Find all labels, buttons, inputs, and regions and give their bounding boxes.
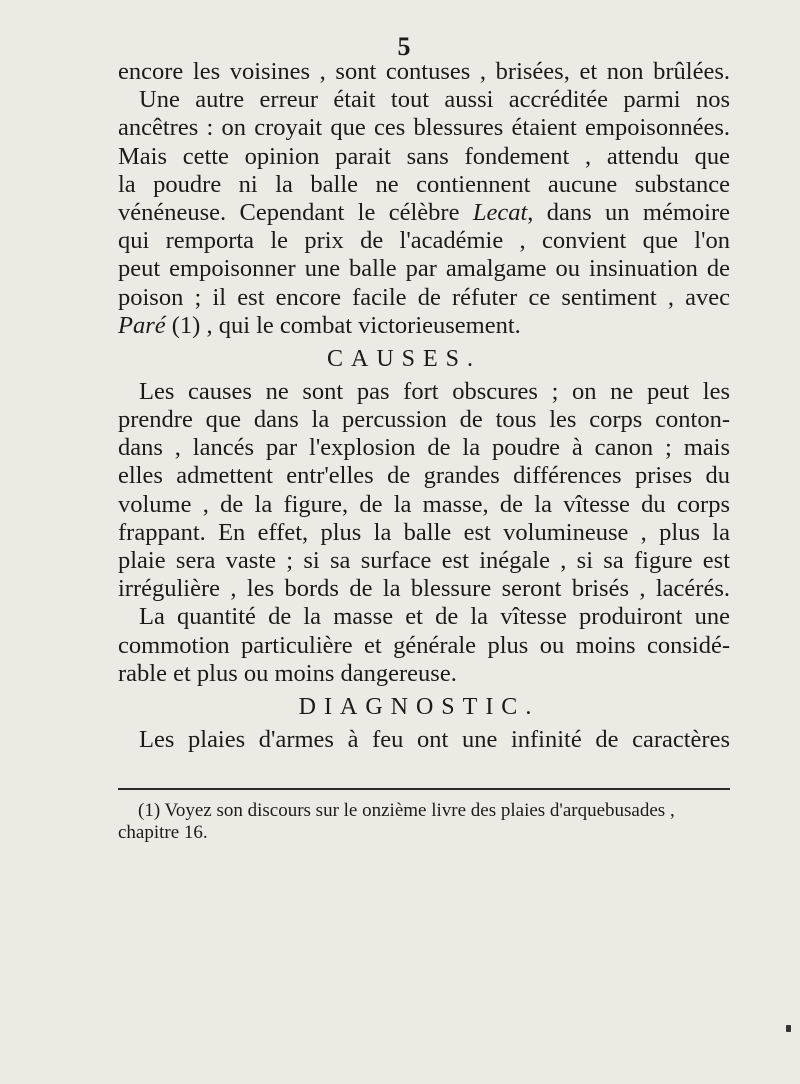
text-line: peut empoisonner une balle par amalgame ou insinuation de [118, 255, 730, 283]
footnote-line: (1) Voyez son discours sur le onzième livre des plaies d'arquebusades , [138, 800, 675, 821]
text-line: La quantité de la masse et de la vîtesse produiront une [139, 603, 730, 631]
body-text [118, 58, 730, 754]
footnote-rule [118, 788, 730, 790]
text-line [118, 199, 730, 227]
text-segment: (1) , qui le combat victorieusement. [165, 311, 521, 339]
text-line: Les plaies d'armes à feu ont une infinité de caractères [139, 725, 730, 753]
text-line: dans , lancés par l'explosion de la poudre à canon ; mais [118, 434, 730, 462]
text-line: encore les voisines , sont contuses , brisées, et non brûlées. [118, 58, 730, 85]
text-line: plaie sera vaste ; si sa surface est inégale , si sa figure est [118, 547, 730, 574]
text-line: prendre que dans la percussion de tous les corps conton- [118, 406, 730, 434]
text-line: Les causes ne sont pas fort obscures ; on ne peut les [139, 377, 730, 405]
text-line [118, 312, 730, 340]
text-line: qui remporta le prix de l'académie , convient que l'on [118, 227, 730, 255]
text-line: volume , de la figure, de la masse, de la vîtesse du corps [118, 490, 730, 518]
footnote [118, 800, 730, 844]
footnote-line: chapitre 16. [118, 822, 208, 843]
section-heading: CAUSES. [326, 345, 482, 372]
text-line: poison ; il est encore facile de réfuter ce sentiment , avec [118, 283, 730, 311]
text-line: rable et plus ou moins dangereuse. [118, 659, 457, 687]
italic-name: Lecat [472, 198, 528, 226]
text-line: Mais cette opinion parait sans fondement , attendu que [118, 142, 730, 170]
text-line: frappant. En effet, plus la balle est volumineuse , plus la [118, 518, 730, 546]
text-line: commotion particulière et générale plus ou moins considé- [118, 631, 730, 659]
text-segment: , dans un mémoire [527, 198, 730, 226]
italic-name: Paré [118, 311, 166, 339]
text-line: elles admettent entr'elles de grandes différences prises du [118, 462, 730, 490]
text-segment: vénéneuse. Cependant le célèbre [118, 198, 460, 226]
text-line: irrégulière , les bords de la blessure seront brisés , lacérés. [118, 575, 730, 603]
text-line: la poudre ni la balle ne contiennent aucune substance [118, 170, 730, 198]
section-heading: DIAGNOSTIC. [298, 693, 540, 720]
ink-speck [786, 1025, 791, 1032]
text-line: Une autre erreur était tout aussi accréditée parmi nos [139, 86, 730, 114]
text-line: ancêtres : on croyait que ces blessures étaient empoisonnées. [118, 114, 730, 142]
page-number: 5 [397, 32, 411, 61]
